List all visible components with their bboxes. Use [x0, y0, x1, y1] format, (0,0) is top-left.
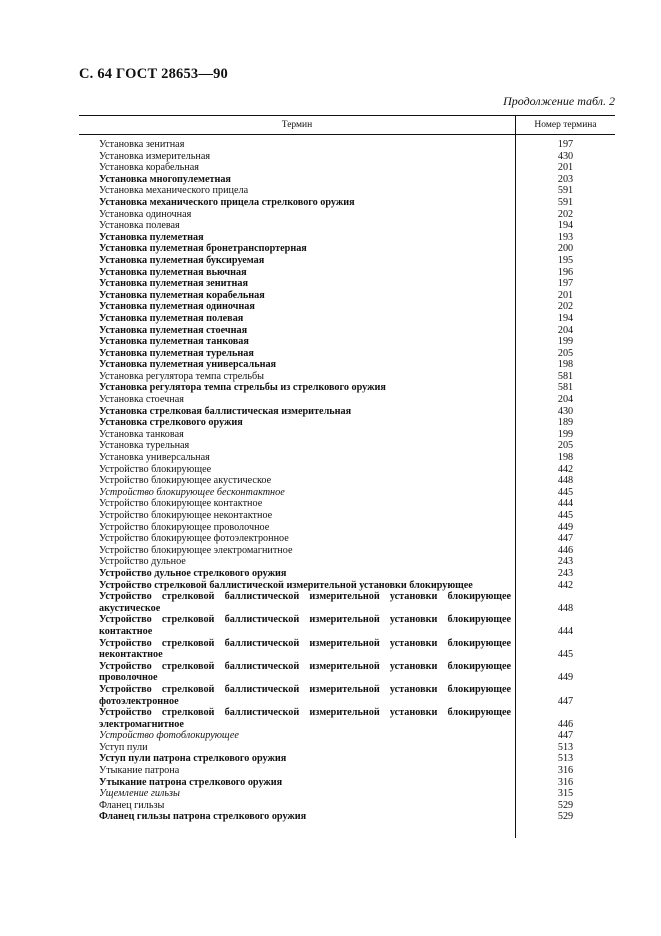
- table-body: [79, 139, 615, 823]
- table-row: [79, 533, 615, 545]
- term-number-cell: 442: [557, 463, 574, 475]
- column-header-term: Термин: [281, 120, 313, 130]
- table-row: [79, 220, 615, 232]
- term-number-cell: 203: [557, 173, 574, 185]
- term-number-cell: 447: [557, 695, 574, 707]
- table-row: [79, 174, 615, 186]
- term-cell: Устройство блокирующее бесконтактное: [99, 486, 285, 498]
- table-row: [79, 359, 615, 371]
- term-number-cell: 581: [557, 370, 574, 382]
- table-row: [79, 788, 615, 800]
- table-row: [79, 255, 615, 267]
- table-row: [79, 556, 615, 568]
- table-row: [79, 185, 615, 197]
- term-number-cell: 202: [557, 301, 574, 313]
- term-number-cell: 529: [557, 799, 574, 811]
- term-cell: Установка пулеметная корабельная: [99, 289, 265, 301]
- table-row: [79, 475, 615, 487]
- term-cell: Ущемление гильзы: [99, 788, 180, 800]
- term-cell: Установка турельная: [99, 440, 190, 452]
- table-row: [79, 406, 615, 418]
- term-cell: Установка пулеметная стоечная: [99, 324, 248, 336]
- table-row: [79, 232, 615, 244]
- term-cell: Установка стрелкового оружия: [99, 417, 243, 429]
- table-row: [79, 707, 615, 730]
- term-cell: Устройство блокирующее контактное: [99, 498, 263, 510]
- table-header-rule: [79, 134, 615, 135]
- table-row: [79, 209, 615, 221]
- term-cell: Установка универсальная: [99, 452, 210, 464]
- term-number-cell: 205: [557, 347, 574, 359]
- table-row: [79, 487, 615, 499]
- term-number-cell: 444: [557, 498, 574, 510]
- term-number-cell: 199: [557, 428, 574, 440]
- term-cell: Установка пулеметная буксируемая: [99, 254, 265, 266]
- table-row: [79, 417, 615, 429]
- term-cell: Устройство стрелковой баллистической измерительной установки блокирующее фотоэлектронное: [99, 683, 511, 707]
- term-number-cell: 194: [557, 312, 574, 324]
- table-row: [79, 348, 615, 360]
- term-cell: Уступ пули: [99, 741, 148, 753]
- table-row: [79, 800, 615, 812]
- term-number-cell: 197: [557, 278, 574, 290]
- term-cell: Утыкание патрона стрелкового оружия: [99, 776, 283, 788]
- term-number-cell: 316: [557, 776, 574, 788]
- term-cell: Установка пулеметная универсальная: [99, 359, 277, 371]
- term-cell: Утыкание патрона: [99, 765, 180, 777]
- term-cell: Установка многопулеметная: [99, 173, 231, 185]
- term-number-cell: 194: [557, 220, 574, 232]
- term-cell: Устройство блокирующее проволочное: [99, 521, 270, 533]
- term-cell: Установка стрелковая баллистическая измерительная: [99, 405, 352, 417]
- term-cell: Устройство блокирующее неконтактное: [99, 510, 273, 521]
- term-number-cell: 243: [557, 556, 574, 568]
- table-row: [79, 440, 615, 452]
- table-row: [79, 614, 615, 637]
- table-row: [79, 429, 615, 441]
- table-row: [79, 139, 615, 151]
- term-number-cell: 445: [557, 510, 574, 521]
- term-cell: Устройство дульное: [99, 556, 186, 568]
- term-cell: Устройство блокирующее фотоэлектронное: [99, 533, 289, 545]
- term-number-cell: 448: [557, 475, 574, 487]
- term-cell: Установка пулеметная турельная: [99, 347, 254, 359]
- term-number-cell: 205: [557, 440, 574, 452]
- term-number-cell: 444: [557, 625, 574, 637]
- term-cell: Устройство стрелковой баллистической измерительной установки блокирующее неконтактное: [99, 637, 511, 661]
- term-cell: Фланец гильзы: [99, 799, 165, 811]
- term-number-cell: 445: [557, 649, 574, 661]
- page-header: С. 64 ГОСТ 28653—90: [79, 66, 228, 82]
- term-cell: Установка пулеметная зенитная: [99, 278, 248, 290]
- term-number-cell: 446: [557, 718, 574, 730]
- term-number-cell: 201: [557, 162, 574, 174]
- term-cell: Устройство фотоблокирующее: [99, 730, 239, 742]
- table-row: [79, 371, 615, 383]
- term-cell: Установка стоечная: [99, 394, 184, 406]
- table-row: [79, 730, 615, 742]
- table-row: [79, 777, 615, 789]
- term-number-cell: 201: [557, 289, 574, 301]
- term-cell: Установка механического прицела стрелкового оружия: [99, 196, 355, 208]
- term-number-cell: 197: [557, 139, 574, 150]
- term-number-cell: 196: [557, 266, 574, 278]
- term-number-cell: 315: [557, 788, 574, 800]
- term-cell: Установка пулеметная одиночная: [99, 301, 255, 313]
- term-cell: Установка механического прицела: [99, 185, 249, 197]
- table-row: [79, 811, 615, 823]
- table-row: [79, 522, 615, 534]
- table-row: [79, 568, 615, 580]
- term-cell: Устройство дульное стрелкового оружия: [99, 567, 287, 579]
- term-number-cell: 447: [557, 533, 574, 545]
- term-cell: Установка корабельная: [99, 162, 199, 174]
- table-row: [79, 545, 615, 557]
- term-number-cell: 449: [557, 672, 574, 684]
- term-number-cell: 513: [557, 753, 574, 765]
- table-row: [79, 753, 615, 765]
- term-cell: Установка регулятора темпа стрельбы: [99, 370, 265, 382]
- table-row: [79, 394, 615, 406]
- table-row: [79, 290, 615, 302]
- term-number-cell: 243: [557, 567, 574, 579]
- term-number-cell: 198: [557, 452, 574, 464]
- term-number-cell: 591: [557, 185, 574, 197]
- term-number-cell: 200: [557, 243, 574, 255]
- table-row: [79, 325, 615, 337]
- term-cell: Устройство блокирующее акустическое: [99, 475, 272, 487]
- term-cell: Устройство стрелковой баллистической измерительной установки блокирующее: [99, 579, 473, 591]
- term-cell: Установка регулятора темпа стрельбы из стрелкового оружия: [99, 382, 386, 394]
- table-row: [79, 591, 615, 614]
- term-number-cell: 204: [557, 324, 574, 336]
- term-number-cell: 199: [557, 336, 574, 348]
- table-row: [79, 661, 615, 684]
- table-row: [79, 278, 615, 290]
- term-number-cell: 198: [557, 359, 574, 371]
- table-continuation-label: Продолжение табл. 2: [503, 94, 615, 108]
- term-number-cell: 446: [557, 544, 574, 556]
- table-row: [79, 301, 615, 313]
- table-row: [79, 162, 615, 174]
- term-number-cell: 202: [557, 208, 574, 220]
- term-number-cell: 449: [557, 521, 574, 533]
- term-number-cell: 430: [557, 150, 574, 162]
- term-cell: Устройство стрелковой баллистической измерительной установки блокирующее электромагнитное: [99, 707, 511, 730]
- term-cell: Установка пулеметная: [99, 231, 204, 243]
- table-row: [79, 313, 615, 325]
- term-number-cell: 430: [557, 405, 574, 417]
- table-row: [79, 151, 615, 163]
- term-cell: Установка танковая: [99, 428, 184, 440]
- term-cell: Фланец гильзы патрона стрелкового оружия: [99, 811, 307, 823]
- term-cell: Установка измерительная: [99, 150, 211, 162]
- term-cell: Устройство стрелковой баллистической измерительной установки блокирующее проволочное: [99, 660, 511, 684]
- term-number-cell: 591: [557, 196, 574, 208]
- table-row: [79, 336, 615, 348]
- term-cell: Устройство блокирующее электромагнитное: [99, 544, 293, 556]
- term-cell: Установка зенитная: [99, 139, 185, 150]
- term-cell: Устройство стрелковой баллистической измерительной установки блокирующее акустическое: [99, 591, 511, 614]
- term-cell: Устройство стрелковой баллистической измерительной установки блокирующее контактное: [99, 614, 511, 637]
- term-number-cell: 447: [557, 730, 574, 742]
- term-cell: Установка пулеметная танковая: [99, 336, 249, 348]
- term-number-cell: 442: [557, 579, 574, 591]
- table-row: [79, 267, 615, 279]
- term-number-cell: 513: [557, 741, 574, 753]
- table-row: [79, 765, 615, 777]
- table-row: [79, 684, 615, 707]
- term-cell: Установка пулеметная вьючная: [99, 266, 247, 278]
- term-cell: Уступ пули патрона стрелкового оружия: [99, 753, 287, 765]
- column-header-number: Номер термина: [534, 120, 597, 130]
- term-number-cell: 448: [557, 602, 574, 614]
- table-row: [79, 243, 615, 255]
- table-row: [79, 452, 615, 464]
- term-cell: Устройство блокирующее: [99, 463, 212, 475]
- term-number-cell: 529: [557, 811, 574, 823]
- term-number-cell: 193: [557, 231, 574, 243]
- term-cell: Установка одиночная: [99, 208, 192, 220]
- term-number-cell: 204: [557, 394, 574, 406]
- term-cell: Установка пулеметная полевая: [99, 312, 244, 324]
- term-number-cell: 445: [557, 486, 574, 498]
- term-number-cell: 316: [557, 765, 574, 777]
- table-row: [79, 197, 615, 209]
- term-cell: Установка пулеметная бронетранспортерная: [99, 243, 307, 255]
- term-number-cell: 189: [557, 417, 574, 429]
- table-row: [79, 510, 615, 522]
- term-number-cell: 581: [557, 382, 574, 394]
- table-row: [79, 742, 615, 754]
- table-row: [79, 638, 615, 661]
- term-cell: Установка полевая: [99, 220, 180, 232]
- table-row: [79, 464, 615, 476]
- term-number-cell: 195: [557, 254, 574, 266]
- table-row: [79, 382, 615, 394]
- table-row: [79, 498, 615, 510]
- table-top-rule: [79, 115, 615, 116]
- table-row: [79, 580, 615, 592]
